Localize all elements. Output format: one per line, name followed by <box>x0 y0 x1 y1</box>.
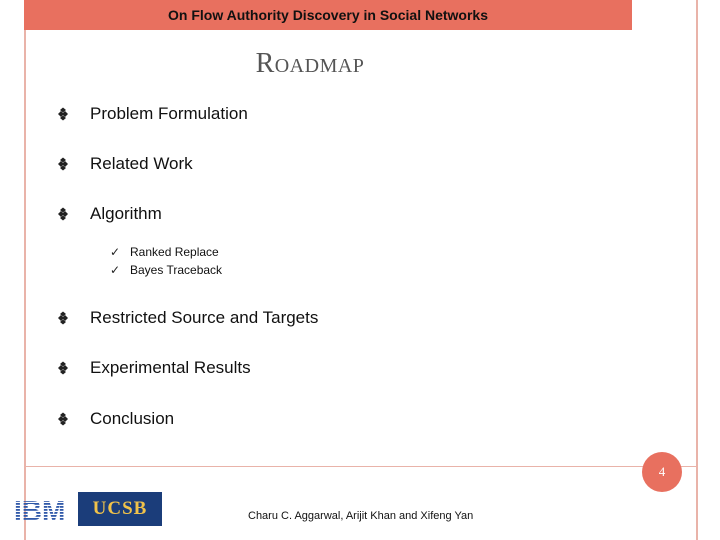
diamond-bullet-icon <box>54 107 76 121</box>
slide-frame-left <box>24 0 26 540</box>
checkmark-icon: ✓ <box>110 245 121 259</box>
bullet-item <box>54 358 251 378</box>
bullet-label: Restricted Source and Targets <box>90 308 319 327</box>
page-number: 4 <box>658 464 666 479</box>
diamond-bullet-icon <box>54 311 76 325</box>
sub-bullet-label: Ranked Replace <box>130 245 219 259</box>
bullet-item <box>54 308 318 328</box>
ucsb-logo <box>78 492 162 526</box>
bullet-label: Conclusion <box>90 409 175 428</box>
diamond-bullet-icon <box>54 412 76 426</box>
bullet-label: Experimental Results <box>90 358 251 377</box>
bullet-item <box>54 204 162 224</box>
bullet-item <box>54 104 248 124</box>
checkmark-icon: ✓ <box>110 263 121 277</box>
header-title: On Flow Authority Discovery in Social Networks <box>168 7 488 23</box>
header-bar <box>24 0 632 30</box>
diamond-bullet-icon <box>54 207 76 221</box>
slide-frame-right <box>696 0 698 540</box>
diamond-bullet-icon <box>54 157 76 171</box>
slide-title: Roadmap <box>255 48 365 79</box>
sub-bullet-label: Bayes Traceback <box>130 263 223 277</box>
sub-bullet-item <box>110 263 222 277</box>
ucsb-logo-text: UCSB <box>92 498 148 519</box>
bullet-item <box>54 409 174 429</box>
ibm-logo <box>12 494 70 524</box>
bullet-label: Related Work <box>90 154 193 173</box>
bullet-label: Algorithm <box>90 204 162 223</box>
page-number-badge <box>642 452 682 492</box>
diamond-bullet-icon <box>54 361 76 375</box>
slide-frame-bottom <box>24 466 698 467</box>
bullet-label: Problem Formulation <box>90 104 248 123</box>
sub-bullet-item <box>110 245 219 259</box>
author-credits: Charu C. Aggarwal, Arijit Khan and Xifeng Yan <box>248 510 474 522</box>
ibm-logo-text: IBM <box>14 495 66 524</box>
bullet-item <box>54 154 193 174</box>
